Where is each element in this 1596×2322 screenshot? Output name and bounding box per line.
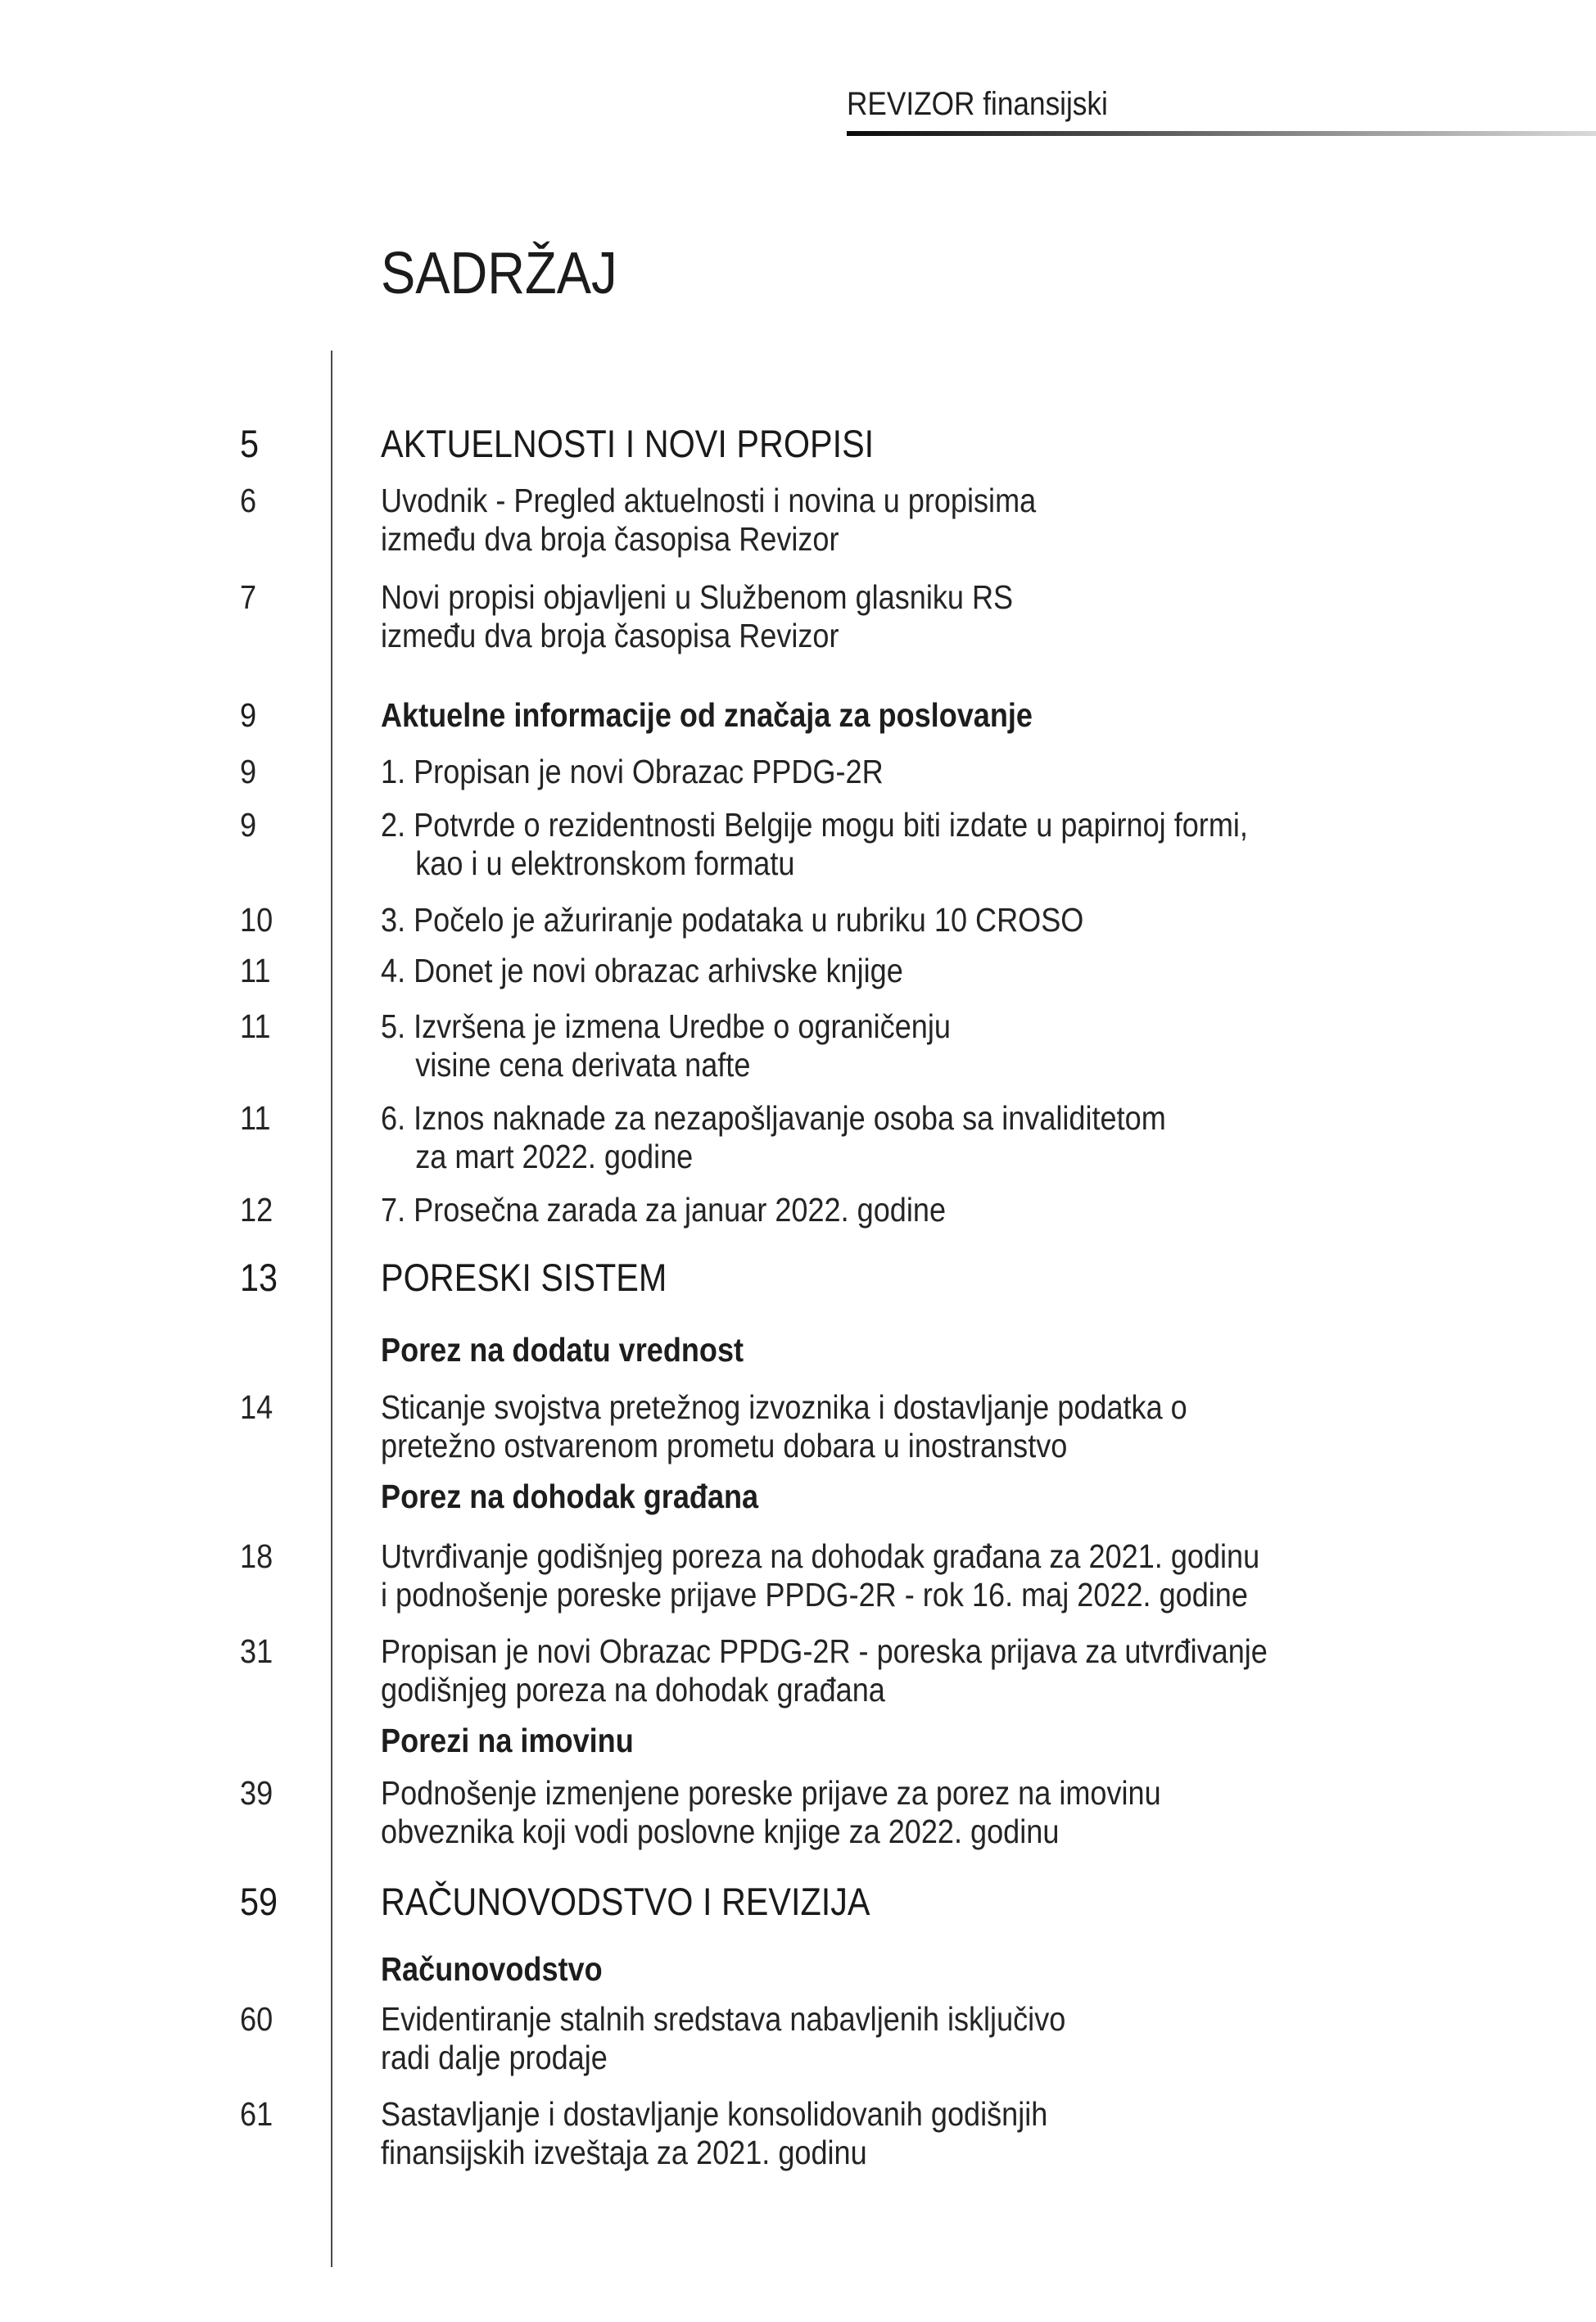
toc-entry (0, 1537, 1596, 1614)
page-header (0, 0, 1596, 136)
toc-entry-line: između dva broja časopisa Revizor (381, 617, 839, 654)
toc-entry-line: Podnošenje izmenjene poreske prijave za porez na imovinu (381, 1774, 1161, 1812)
header-gradient-rule (847, 131, 1596, 136)
toc-entry-line: između dva broja časopisa Revizor (381, 520, 839, 558)
toc-entry-line: 4. Donet je novi obrazac arhivske knjige (381, 952, 903, 989)
toc-page-number: 14 (240, 1388, 274, 1426)
toc-entry-line: obveznika koji vodi poslovne knjige za 2022. godinu (381, 1813, 1060, 1850)
toc-entry-line: 5. Izvršena je izmena Uredbe o ograničenju (381, 1007, 951, 1045)
toc-entry (0, 1007, 1596, 1084)
toc-subsection (0, 1950, 1596, 1989)
toc-entry-line: 2. Potvrde o rezidentnosti Belgije mogu biti izdate u papirnoj formi, (381, 806, 1248, 844)
toc-entry-line: za mart 2022. godine (415, 1138, 694, 1175)
toc-subsection (0, 1478, 1596, 1516)
toc-entry-line: 7. Prosečna zarada za januar 2022. godine (381, 1191, 947, 1229)
toc-section (0, 1881, 1596, 1923)
toc-page-number: 12 (240, 1191, 274, 1229)
toc-entry-line: i podnošenje poreske prijave PPDG-2R - rok 16. maj 2022. godine (381, 1576, 1248, 1614)
toc-page-number: 7 (240, 578, 257, 616)
toc-subsection-title: Računovodstvo (381, 1950, 603, 1988)
toc-entry-line: Uvodnik - Pregled aktuelnosti i novina u propisima (381, 482, 1037, 519)
page-title: SADRŽAJ (381, 241, 617, 306)
toc-subsection-title: Porez na dohodak građana (381, 1478, 759, 1515)
toc-entry-line: Novi propisi objavljeni u Službenom glasniku RS (381, 578, 1014, 616)
toc-subsection-title: Porez na dodatu vrednost (381, 1331, 744, 1369)
toc-entry-line: kao i u elektronskom formatu (415, 844, 795, 882)
toc-section-title: AKTUELNOSTI I NOVI PROPISI (381, 422, 875, 465)
toc-entry (0, 952, 1596, 990)
toc-page-number: 61 (240, 2095, 274, 2133)
toc-page-number: 59 (240, 1880, 278, 1923)
toc-subsection-title: Aktuelne informacije od značaja za poslovanje (381, 696, 1033, 734)
toc-page-number: 60 (240, 2000, 274, 2038)
toc-page-number: 39 (240, 1774, 274, 1812)
toc-section (0, 423, 1596, 465)
toc-entry-line: Sastavljanje i dostavljanje konsolidovanih godišnjih (381, 2095, 1048, 2133)
toc-content (0, 239, 1596, 2172)
toc-entry (0, 2095, 1596, 2172)
toc-subsection (0, 1331, 1596, 1369)
toc-entry-line: finansijskih izveštaja za 2021. godinu (381, 2134, 867, 2171)
toc-entry-line: Evidentiranje stalnih sredstava nabavljenih isključivo (381, 2000, 1066, 2038)
toc-entry-line: 1. Propisan je novi Obrazac PPDG-2R (381, 753, 884, 790)
toc-entry (0, 901, 1596, 939)
toc-page-number: 11 (240, 952, 271, 989)
toc-section-title: PORESKI SISTEM (381, 1256, 667, 1299)
toc-section (0, 1256, 1596, 1299)
toc-page-number: 9 (240, 806, 257, 844)
toc-entry (0, 1099, 1596, 1176)
toc-page-number: 5 (240, 422, 260, 465)
toc-entry (0, 806, 1596, 883)
toc-subsection-title: Porezi na imovinu (381, 1722, 634, 1759)
toc-entry (0, 578, 1596, 655)
toc-entry-line: godišnjeg poreza na dohodak građana (381, 1671, 885, 1709)
toc-page-number: 9 (240, 753, 257, 790)
toc-entry-line: Sticanje svojstva pretežnog izvoznika i dostavljanje podatka o (381, 1388, 1187, 1426)
toc-entry (0, 1388, 1596, 1465)
toc-subsection (0, 1722, 1596, 1760)
toc-page-number: 13 (240, 1256, 278, 1299)
toc-page-number: 18 (240, 1537, 274, 1575)
toc-entry-line: 3. Počelo je ažuriranje podataka u rubriku 10 CROSO (381, 901, 1084, 939)
toc-entry-line: radi dalje prodaje (381, 2039, 608, 2076)
vertical-divider-line (331, 351, 332, 2267)
toc-entry-line: 6. Iznos naknade za nezapošljavanje osoba sa invaliditetom (381, 1099, 1166, 1137)
toc-page-number: 9 (240, 696, 257, 734)
toc-page-number: 11 (240, 1007, 271, 1045)
toc-entry-line: Propisan je novi Obrazac PPDG-2R - poreska prijava za utvrđivanje (381, 1632, 1268, 1670)
toc-subsection (0, 696, 1596, 735)
toc-page-number: 31 (240, 1632, 274, 1670)
table-of-contents (0, 423, 1596, 2172)
toc-page-number: 10 (240, 901, 274, 939)
toc-entry (0, 1774, 1596, 1851)
toc-entry (0, 482, 1596, 559)
toc-page-number: 6 (240, 482, 257, 519)
toc-entry (0, 753, 1596, 791)
toc-entry (0, 1191, 1596, 1229)
toc-entry-line: pretežno ostvarenom prometu dobara u inostranstvo (381, 1427, 1068, 1464)
toc-entry-line: visine cena derivata nafte (415, 1046, 751, 1084)
toc-section-title: RAČUNOVODSTVO I REVIZIJA (381, 1880, 870, 1923)
toc-entry-line: Utvrđivanje godišnjeg poreza na dohodak građana za 2021. godinu (381, 1537, 1260, 1575)
magazine-title: REVIZOR finansijski (847, 86, 1108, 122)
toc-entry (0, 2000, 1596, 2077)
toc-page-number: 11 (240, 1099, 271, 1137)
toc-entry (0, 1632, 1596, 1709)
